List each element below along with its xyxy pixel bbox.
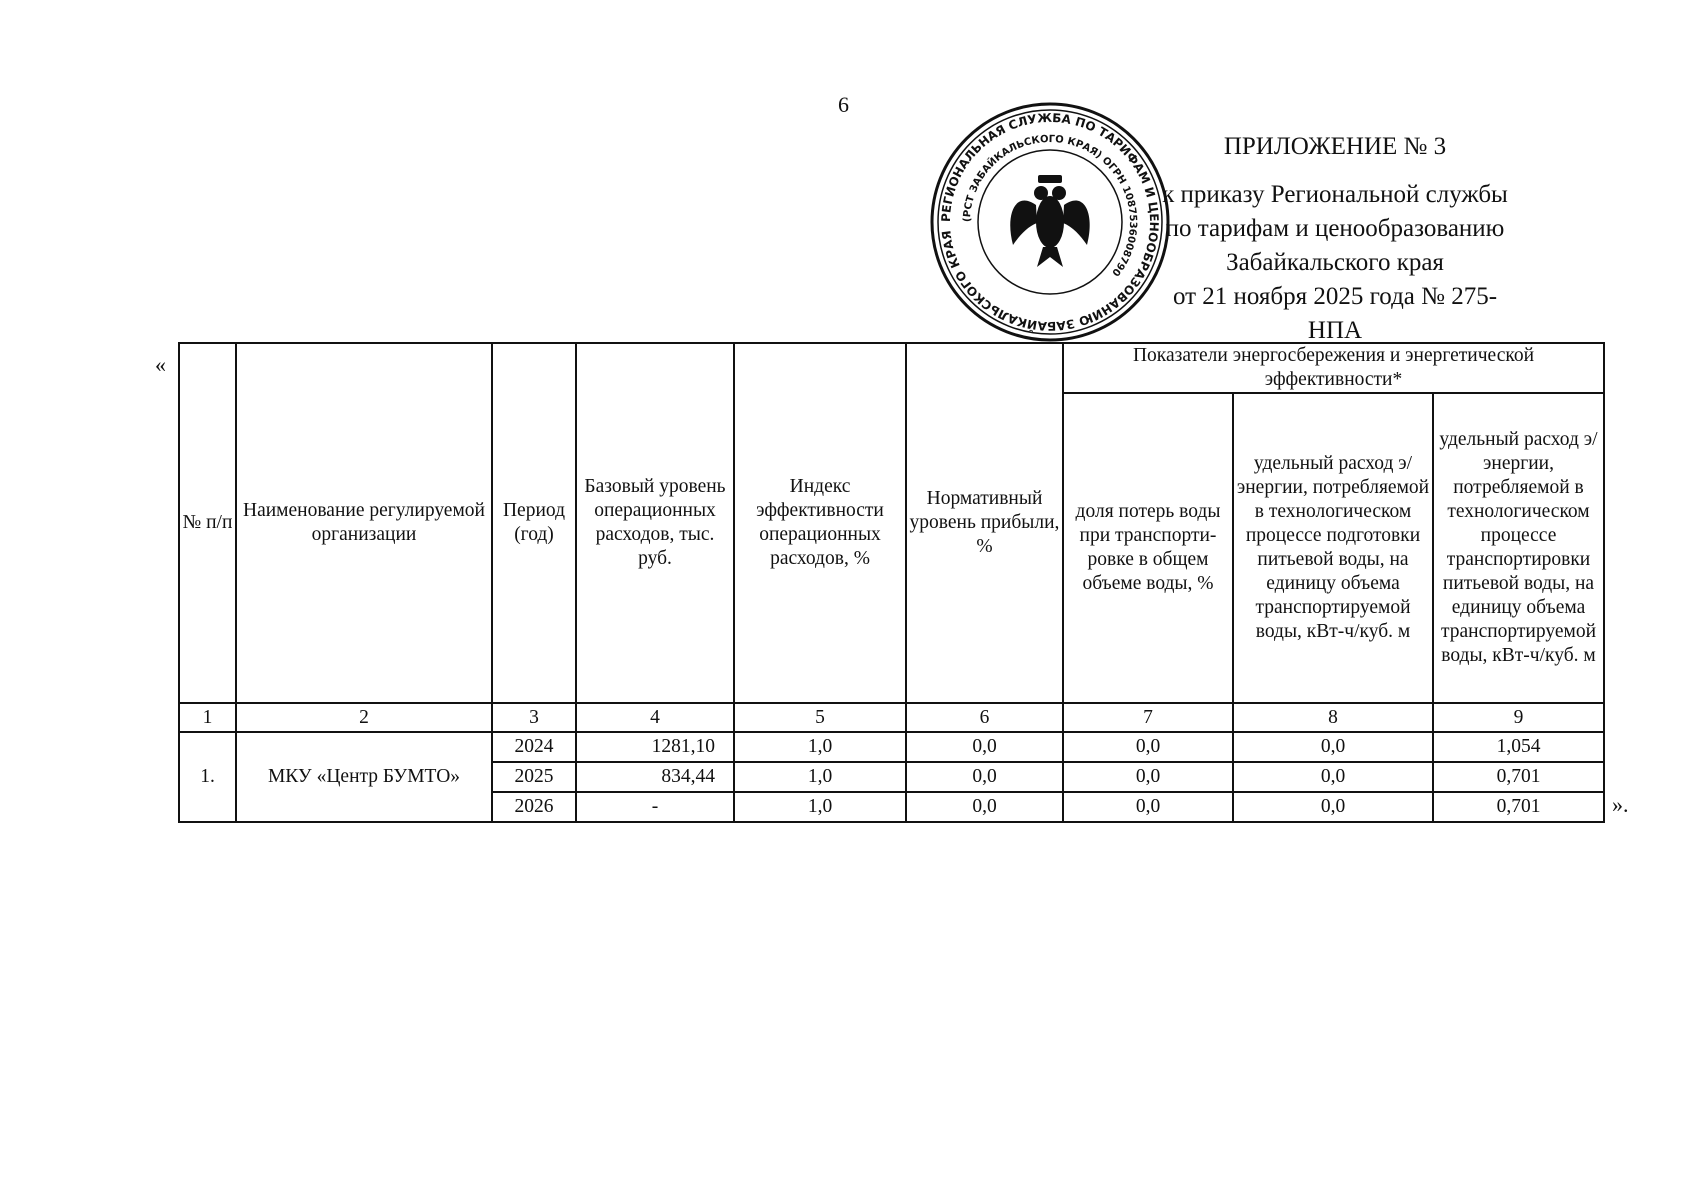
- cell-loss: 0,0: [1063, 792, 1233, 822]
- official-stamp: [925, 95, 1175, 350]
- header-profit: Нормативный уровень прибыли, %: [906, 343, 1063, 703]
- appendix-header: [1150, 130, 1520, 348]
- header-group: Показатели энергосбережения и энергетической эффективности*: [1063, 343, 1604, 393]
- cell-index: 1,0: [734, 792, 906, 822]
- entry-num: 1.: [179, 732, 236, 822]
- header-energy-trans: удельный расход э/энергии, потребляемой в технологическом процессе транспортировки питьевой воды, на единицу объема транспортируемой воды, кВт-ч/куб. м: [1433, 393, 1604, 703]
- cell-trans: 0,701: [1433, 792, 1604, 822]
- header-loss: доля потерь воды при транспорти-ровке в общем объеме воды, %: [1063, 393, 1233, 703]
- index-cell: 6: [906, 703, 1063, 732]
- index-cell: 2: [236, 703, 492, 732]
- cell-base: 834,44: [576, 762, 734, 792]
- stamp-inner-text: (РСТ ЗАБАЙКАЛЬСКОГО КРАЯ) ОГРН 1087536008790: [961, 133, 1139, 278]
- index-cell: 3: [492, 703, 576, 732]
- cell-year: 2024: [492, 732, 576, 762]
- cell-profit: 0,0: [906, 762, 1063, 792]
- cell-year: 2026: [492, 792, 576, 822]
- cell-profit: 0,0: [906, 792, 1063, 822]
- stamp-outer-text: РЕГИОНАЛЬНАЯ СЛУЖБА ПО ТАРИФАМ И ЦЕНООБРАЗОВАНИЮ ЗАБАЙКАЛЬСКОГО КРАЯ: [938, 110, 1162, 334]
- cell-trans: 1,054: [1433, 732, 1604, 762]
- cell-year: 2025: [492, 762, 576, 792]
- cell-profit: 0,0: [906, 732, 1063, 762]
- cell-prep: 0,0: [1233, 792, 1433, 822]
- cell-index: 1,0: [734, 762, 906, 792]
- index-cell: 4: [576, 703, 734, 732]
- header-energy-prep: удельный расход э/энергии, потребляемой в технологическом процессе подготовки питьевой воды, на единицу объема транспортируемой воды, кВт-ч/куб. м: [1233, 393, 1433, 703]
- appendix-line: по тарифам и ценообразованию: [1165, 215, 1505, 242]
- appendix-title: ПРИЛОЖЕНИЕ № 3: [1223, 133, 1447, 160]
- header-index: Индекс эффективности операционных расходов, %: [734, 343, 906, 703]
- opening-quote: «: [155, 352, 166, 377]
- appendix-line: Забайкальского края: [1226, 249, 1444, 276]
- indicators-table: [178, 342, 1605, 823]
- index-cell: 1: [179, 703, 236, 732]
- index-cell: 9: [1433, 703, 1604, 732]
- cell-loss: 0,0: [1063, 732, 1233, 762]
- coat-of-arms-eagle-icon: [1010, 175, 1089, 267]
- cell-index: 1,0: [734, 732, 906, 762]
- header-period: Период (год): [492, 343, 576, 703]
- header-org: Наименование регулируемой организации: [236, 343, 492, 703]
- header-num: № п/п: [179, 343, 236, 703]
- cell-trans: 0,701: [1433, 762, 1604, 792]
- appendix-line: к приказу Региональной службы: [1162, 181, 1508, 208]
- index-cell: 5: [734, 703, 906, 732]
- cell-base: -: [576, 792, 734, 822]
- closing-quote: ».: [1612, 792, 1629, 817]
- cell-prep: 0,0: [1233, 732, 1433, 762]
- page-number: 6: [838, 92, 849, 117]
- index-cell: 8: [1233, 703, 1433, 732]
- header-base: Базовый уровень операционных расходов, тыс. руб.: [576, 343, 734, 703]
- cell-loss: 0,0: [1063, 762, 1233, 792]
- cell-prep: 0,0: [1233, 762, 1433, 792]
- appendix-line: от 21 ноября 2025 года № 275-НПА: [1172, 283, 1498, 344]
- cell-base: 1281,10: [576, 732, 734, 762]
- entry-org: МКУ «Центр БУМТО»: [236, 732, 492, 822]
- column-index-row: [179, 703, 1604, 732]
- table-row: [179, 732, 1604, 762]
- index-cell: 7: [1063, 703, 1233, 732]
